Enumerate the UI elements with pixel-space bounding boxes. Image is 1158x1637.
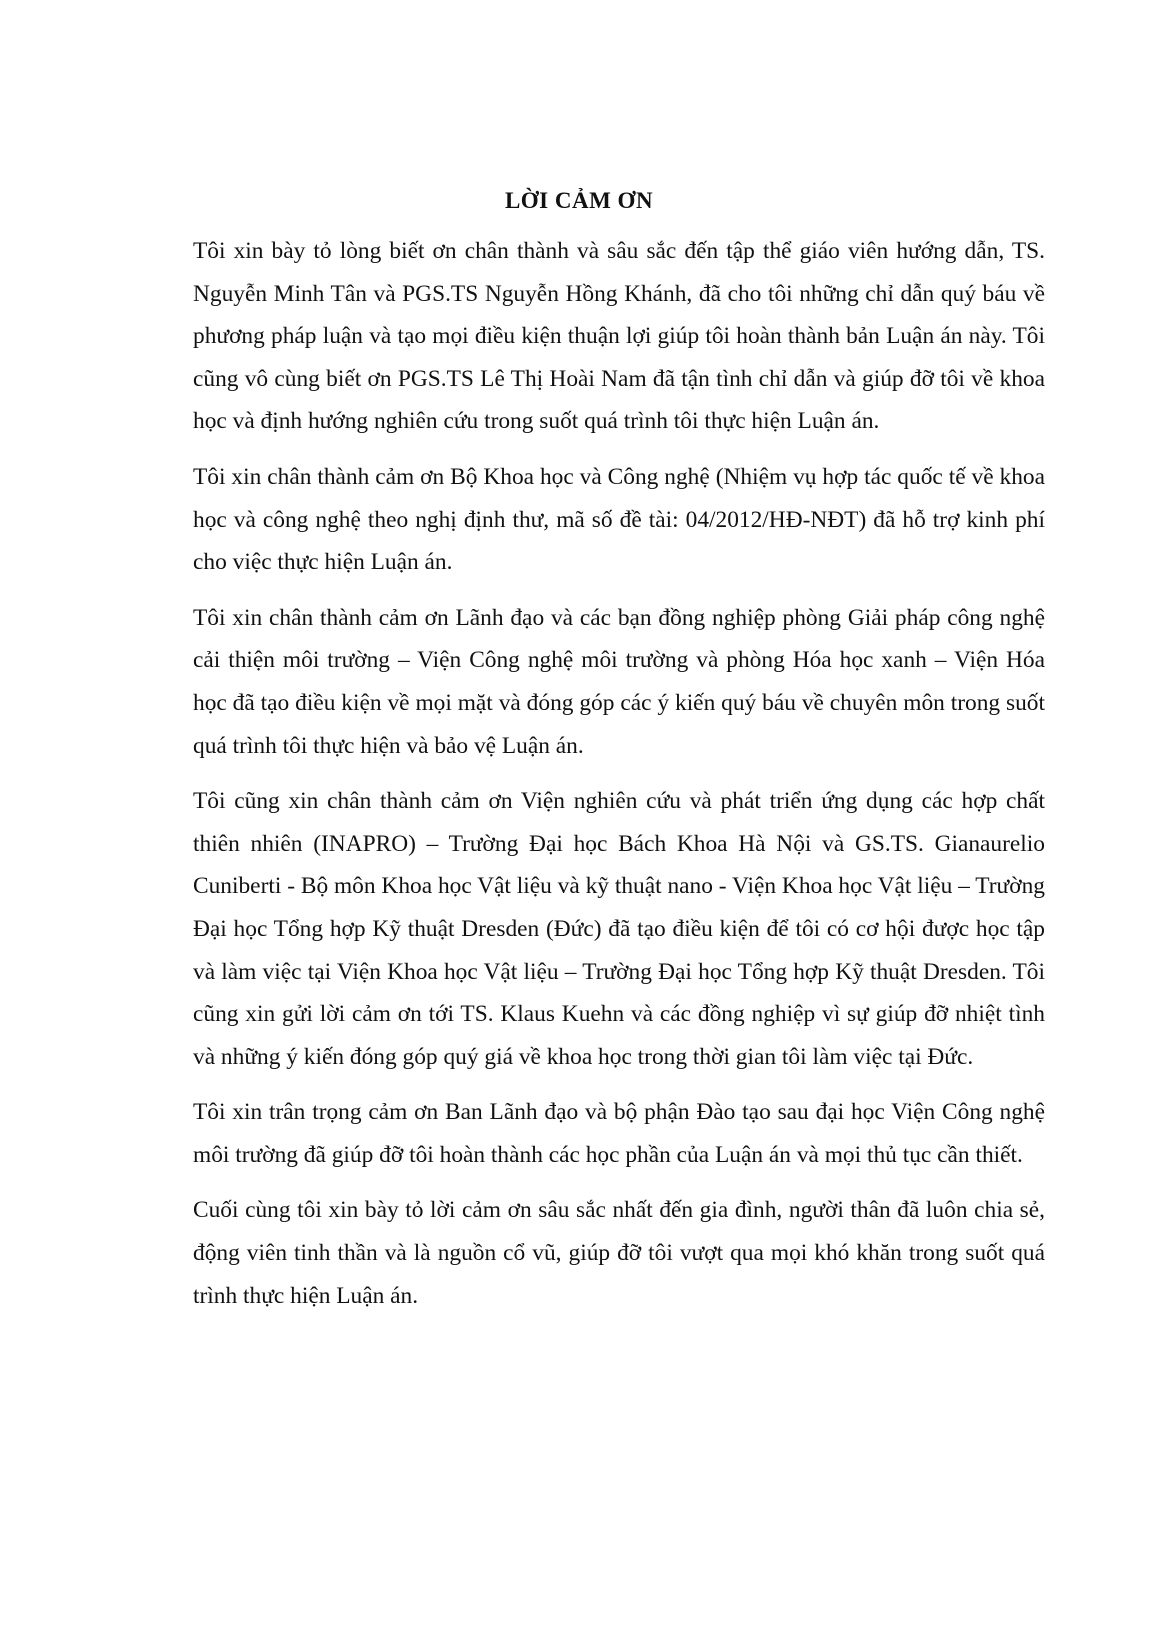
paragraph-3: Tôi xin chân thành cảm ơn Lãnh đạo và các bạn đồng nghiệp phòng Giải pháp công nghệ cải thiện môi trường – Viện Công nghệ môi trường và phòng Hóa học xanh – Viện Hóa học đã tạo điều kiện về mọi mặt và đóng góp các ý kiến quý báu về chuyên môn trong suốt quá trình tôi thực hiện và bảo vệ Luận án. [193, 604, 1045, 759]
paragraph-4: Tôi cũng xin chân thành cảm ơn Viện nghiên cứu và phát triển ứng dụng các hợp chất thiên nhiên (INAPRO) – Trường Đại học Bách Khoa Hà Nội và GS.TS. Gianaurelio Cuniberti - Bộ môn Khoa học Vật liệu và kỹ thuật nano - Viện Khoa học Vật liệu – Trường Đại học Tổng hợp Kỹ thuật Dresden (Đức) đã tạo điều kiện để tôi có cơ hội được học tập và làm việc tại Viện Khoa học Vật liệu – Trường Đại học Tổng hợp Kỹ thuật Dresden. Tôi cũng xin gửi lời cảm ơn tới TS. Klaus Kuehn và các đồng nghiệp vì sự giúp đỡ nhiệt tình và những ý kiến đóng góp quý giá về khoa học trong thời gian tôi làm việc tại Đức. [193, 788, 1045, 1070]
page-title: LỜI CẢM ƠN [504, 188, 654, 213]
paragraph-2: Tôi xin chân thành cảm ơn Bộ Khoa học và Công nghệ (Nhiệm vụ hợp tác quốc tế về khoa học và công nghệ theo nghị định thư, mã số đề tài: 04/2012/HĐ-NĐT) đã hỗ trợ kinh phí cho việc thực hiện Luận án. [193, 463, 1045, 576]
document-body [193, 230, 1045, 1330]
paragraph-1: Tôi xin bày tỏ lòng biết ơn chân thành và sâu sắc đến tập thể giáo viên hướng dẫn, TS. Nguyễn Minh Tân và PGS.TS Nguyễn Hồng Khánh, đã cho tôi những chỉ dẫn quý báu về phương pháp luận và tạo mọi điều kiện thuận lợi giúp tôi hoàn thành bản Luận án này. Tôi cũng vô cùng biết ơn PGS.TS Lê Thị Hoài Nam đã tận tình chỉ dẫn và giúp đỡ tôi về khoa học và định hướng nghiên cứu trong suốt quá trình tôi thực hiện Luận án. [193, 238, 1045, 435]
paragraph-6: Cuối cùng tôi xin bày tỏ lời cảm ơn sâu sắc nhất đến gia đình, người thân đã luôn chia sẻ, động viên tinh thần và là nguồn cổ vũ, giúp đỡ tôi vượt qua mọi khó khăn trong suốt quá trình thực hiện Luận án. [193, 1197, 1045, 1309]
paragraph-5: Tôi xin trân trọng cảm ơn Ban Lãnh đạo và bộ phận Đào tạo sau đại học Viện Công nghệ môi trường đã giúp đỡ tôi hoàn thành các học phần của Luận án và mọi thủ tục cần thiết. [193, 1099, 1045, 1168]
